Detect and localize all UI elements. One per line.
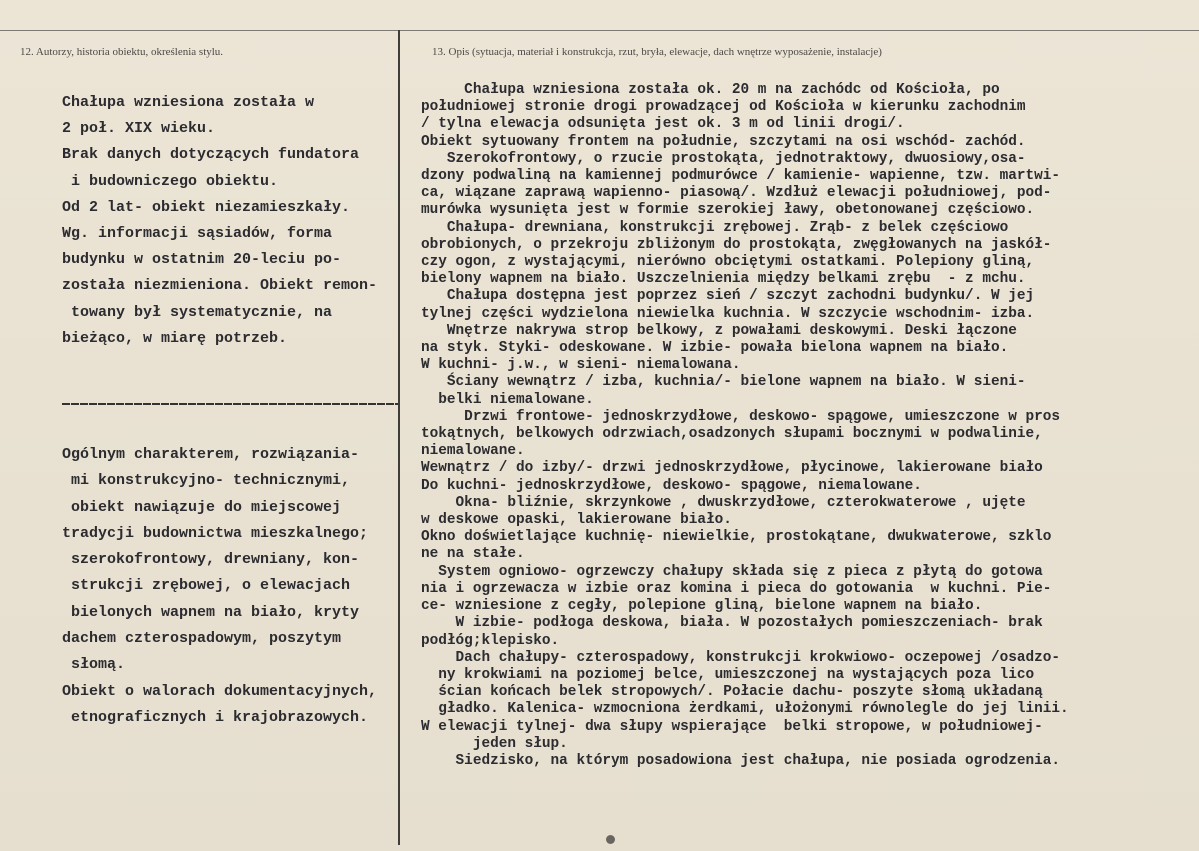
top-rule bbox=[0, 30, 1199, 31]
dashed-separator bbox=[62, 403, 398, 405]
description-text: Chałupa wzniesiona została ok. 20 m na zachódc od Kościoła, po południowej stronie drogi prowadzącej od Kościoła w kierunku zachodnim / tylna elewacja odsunięta jest ok. 3 m od linii drogi/. Obiekt sytuowany frontem na południe, szczytami na osi wschód- zachód. Szerokofrontowy, o rzucie prostokąta, jednotraktowy, dwuosiowy,osa- dzony podwaliną na kamiennej podmurówce / kamienie- wapienne, tzw. martwi- ca, wiązane zaprawą wapienno- piasową/. Wzdłuż elewacji południowej, pod- murówka wysunięta jest w formie szerokiej ławy, obetonowanej częściowo. Chałupa- drewniana, konstrukcji zrębowej. Zrąb- z belek częściowo obrobionych, o przekroju zbliżonym do prostokąta, zwęgłowanych na jaskół- czy ogon, z wystającymi, nierówno obciętymi ostatkami. Polepiony gliną, bielony wapnem na biało. Uszczelnienia między belkami zrębu - z mchu. Chałupa dostępna jest poprzez sień / szczyt zachodni budynku/. W jej tylnej części wydzielona niewielka kuchnia. W szczycie wschodnim- izba. Wnętrze nakrywa strop belkowy, z powałami deskowymi. Deski łączone na styk. Styki- odeskowane. W izbie- powała bielona wapnem na biało. W kuchni- j.w., w sieni- niemalowana. Ściany wewnątrz / izba, kuchnia/- bielone wapnem na biało. W sieni- belki niemalowane. Drzwi frontowe- jednoskrzydłowe, deskowo- spągowe, umieszczone w pros tokątnych, belkowych odrzwiach,osadzonych słupami bocznymi w podwalinie, niemalowane. Wewnątrz / do izby/- drzwi jednoskrzydłowe, płycinowe, lakierowane biało Do kuchni- jednoskrzydłowe, deskowo- spągowe, niemalowane. Okna- bliźnie, skrzynkowe , dwuskrzydłowe, czterokwaterowe , ujęte w deskowe opaski, lakierowane biało. Okno doświetlające kuchnię- niewielkie, prostokątane, dwukwaterowe, szklo ne na stałe. System ogniowo- ogrzewczy chałupy składa się z pieca z płytą do gotowa nia i ogrzewacza w izbie oraz komina i pieca do gotowania w kuchni. Pie- ce- wzniesione z cegły, polepione gliną, bielone wapnem na biało. W izbie- podłoga deskowa, biała. W pozostałych pomieszczeniach- brak podłóg;klepisko. Dach chałupy- czterospadowy, konstrukcji krokwiowo- oczepowej /osadzo- ny krokwiami na poziomej belce, umieszczonej na wystających poza lico ścian końcach belek stropowych/. Połacie dachu- poszyte słomą układaną gładko. Kalenica- wzmocniona żerdkami, ułożonymi równolegle do jej linii. W elewacji tylnej- dwa słupy wspierające belki stropowe, w południowej- jeden słup. Siedzisko, na którym posadowiona jest chałupa, nie posiada ogrodzenia. bbox=[421, 82, 1069, 769]
style-text: Ogólnym charakterem, rozwiązania- mi konstrukcyjno- technicznymi, obiekt nawiązuje do miejscowej tradycji budownictwa mieszkalnego; szerokofrontowy, drewniany, kon- strukcji zrębowej, o elewacjach bielonych wapnem na biało, kryty dachem czterospadowym, poszytym słomą. Obiekt o walorach dokumentacyjnych, etnograficznych i krajobrazowych. bbox=[62, 446, 378, 726]
column-divider bbox=[398, 30, 400, 845]
field-label-description: 13. Opis (sytuacja, materiał i konstrukcja, rzut, bryła, elewacje, dach wnętrze wyposażenie, instalacje) bbox=[432, 46, 882, 58]
history-text: Chałupa wzniesiona została w 2 poł. XIX wieku. Brak danych dotyczących fundatora i budowniczego obiektu. Od 2 lat- obiekt niezamieszkały. Wg. informacji sąsiadów, forma budynku w ostatnim 20-leciu po- została niezmieniona. Obiekt remon- towany był systematycznie, na bieżąco, w miarę potrzeb. bbox=[62, 94, 378, 347]
punch-hole bbox=[606, 835, 615, 844]
field-label-authors-history: 12. Autorzy, historia obiektu, określenia stylu. bbox=[20, 46, 224, 58]
